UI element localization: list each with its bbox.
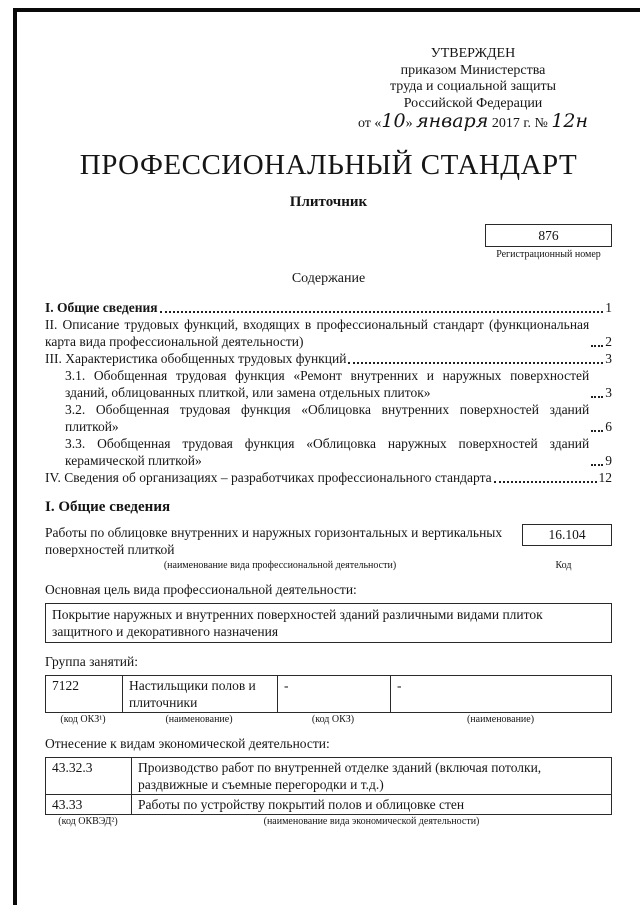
table-of-contents [45,299,612,486]
occupation-group-table [45,675,612,713]
toc-item-text: 3.2. Обобщенная трудовая функция «Облицовка внутренних поверхностей зданий плиткой» [65,401,590,434]
approval-line: приказом Министерства [400,62,546,78]
okz-code2-caption: (код ОКЗ) [311,713,355,725]
toc-item-text: IV. Сведения об организациях – разработчиках профессионального стандарта [45,469,492,485]
toc-dot-leader [591,396,603,398]
occupation-name-cell: Настильщики полов и плиточники [123,675,278,712]
document-content [45,46,612,827]
toc-item [45,350,612,367]
scan-border-top [13,8,640,12]
scan-border-left [13,8,17,905]
date-year: 2017 г. № [491,116,548,131]
okz-name-caption: (наименование) [165,713,233,725]
toc-heading: Содержание [291,270,366,286]
approval-line: Российской Федерации [403,95,543,111]
economic-activity-table [45,757,612,815]
toc-item [45,316,612,350]
okved-code-caption: (код ОКВЭД²) [58,815,118,827]
toc-item-text: 3.1. Обобщенная трудовая функция «Ремонт внутренних и наружных поверхностей зданий, облицованных плиткой, или замена отдельных плиток» [65,367,590,400]
registration-number-box: 876 [485,224,612,247]
registration-block [485,224,612,260]
occupation-table-captions [45,714,612,725]
approval-line: труда и социальной защиты [390,79,556,94]
toc-dot-leader [591,464,603,466]
toc-item-text: II. Описание трудовых функций, входящих в профессиональный стандарт (функциональная карта вида профессиональной деятельности) [45,316,590,349]
occupation-code-cell: 7122 [46,675,123,712]
registration-number-caption: Регистрационный номер [496,248,601,260]
occupation-group-label: Группа занятий: [45,653,138,669]
okz-code-caption: (код ОКЗ¹) [60,713,106,725]
toc-dot-leader [591,430,603,432]
toc-item-page: 3 [605,350,612,366]
approval-block [338,46,608,133]
handwritten-month: января [416,110,489,132]
activity-name-caption: (наименование вида профессиональной деятельности) [163,559,397,571]
date-prefix: от « [357,116,382,131]
toc-item-page: 9 [605,452,612,468]
activity-name-row [45,524,612,558]
section-1-heading: I. Общие сведения [45,498,171,515]
toc-item-text: III. Характеристика обобщенных трудовых функций [45,350,347,366]
toc-item-page: 12 [598,469,612,485]
toc-item [45,299,612,316]
economic-table-captions [45,816,612,827]
activity-captions-row [45,560,612,571]
activity-code-box: 16.104 [522,524,612,546]
occupation-name2-cell: - [391,675,612,712]
activity-code-caption: Код [555,559,572,571]
toc-item-text: 3.3. Обобщенная трудовая функция «Облицовка наружных поверхностей зданий керамической плиткой» [65,435,590,468]
document-title: ПРОФЕССИОНАЛЬНЫЙ СТАНДАРТ [79,148,578,181]
toc-item-text: I. Общие сведения [45,299,158,315]
toc-item-page: 6 [605,418,612,434]
okved-name-cell: Работы по устройству покрытий полов и облицовке стен [132,794,612,814]
purpose-label: Основная цель вида профессиональной деятельности: [45,581,357,597]
economic-activity-label: Отнесение к видам экономической деятельности: [45,735,330,751]
handwritten-day: 10 [381,110,406,132]
toc-item-page: 3 [605,384,612,400]
approval-line: УТВЕРЖДЕН [430,46,516,61]
table-row [46,794,612,814]
toc-item [45,367,612,401]
activity-name: Работы по облицовке внутренних и наружных горизонтальных и вертикальных поверхностей плиткой [45,524,503,557]
toc-item [45,401,612,435]
document-subtitle: Плиточник [289,193,368,210]
okved-name-cell: Производство работ по внутренней отделке зданий (включая потолки, раздвижные и съемные перегородки и т.д.) [132,757,612,794]
table-row [46,675,612,712]
table-row [46,757,612,794]
toc-item [45,469,612,486]
date-quote: » [405,116,413,131]
toc-dot-leader [348,362,603,364]
approval-date-line [338,110,608,133]
purpose-text-box: Покрытие наружных и внутренних поверхностей зданий различными видами плиток защитного и декоративного назначения [45,603,612,643]
okved-code-cell: 43.32.3 [46,757,132,794]
toc-item [45,435,612,469]
toc-dot-leader [494,481,597,483]
occupation-code2-cell: - [278,675,391,712]
okved-code-cell: 43.33 [46,794,132,814]
okz-name2-caption: (наименование) [466,713,535,725]
handwritten-order-number: 12н [551,110,589,132]
toc-item-page: 1 [605,299,612,315]
okved-name-caption: (наименование вида экономической деятельности) [263,815,480,827]
toc-dot-leader [160,311,604,313]
toc-dot-leader [591,345,603,347]
toc-item-page: 2 [605,333,612,349]
